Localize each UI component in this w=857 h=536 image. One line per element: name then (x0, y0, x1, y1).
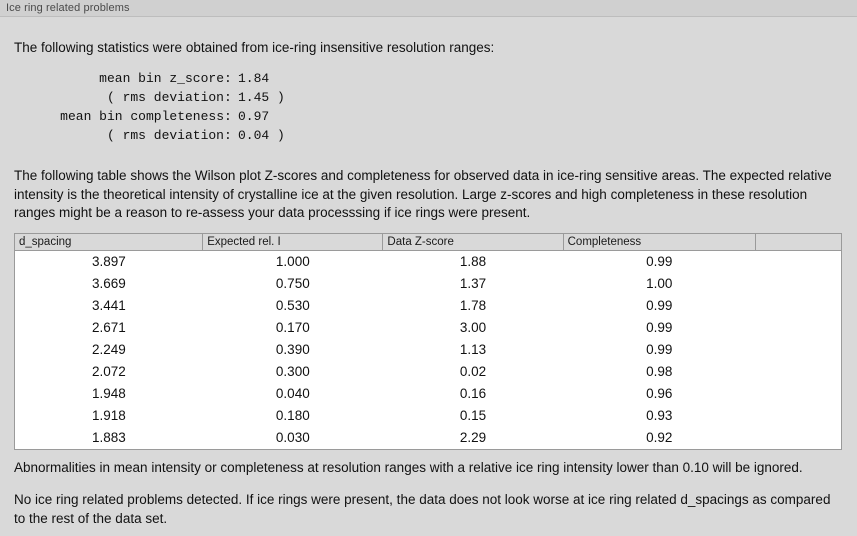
column-header-extra[interactable] (755, 233, 841, 250)
cell-expected-rel-i: 0.180 (203, 405, 383, 427)
cell-d-spacing: 2.249 (15, 339, 203, 361)
description-paragraph: The following table shows the Wilson plot Z-scores and completeness for observed data in ice-ring sensitive areas. The expected relative intensity is the theoretical intensity of crystalline ice at the given resolution. Large z-scores and high completeness in these resolution ranges might be a reason to re-assess your data processsing if ice rings were present. (14, 168, 832, 220)
ice-ring-table (14, 233, 842, 450)
table-row (15, 295, 842, 317)
statistics-value: 0.97 (238, 109, 270, 124)
cell-extra (755, 339, 841, 361)
table-row (15, 405, 842, 427)
cell-d-spacing: 1.883 (15, 427, 203, 450)
cell-expected-rel-i: 0.300 (203, 361, 383, 383)
statistics-row (48, 107, 843, 126)
cell-expected-rel-i: 0.030 (203, 427, 383, 450)
cell-d-spacing: 2.072 (15, 361, 203, 383)
cell-d-spacing: 3.441 (15, 295, 203, 317)
cell-extra (755, 383, 841, 405)
cell-completeness: 0.93 (563, 405, 755, 427)
cell-completeness: 0.99 (563, 295, 755, 317)
cell-data-z-score: 0.02 (383, 361, 563, 383)
cell-data-z-score: 1.13 (383, 339, 563, 361)
cell-extra (755, 405, 841, 427)
cell-expected-rel-i: 0.040 (203, 383, 383, 405)
statistics-row (48, 69, 843, 88)
statistics-value: 1.84 (238, 71, 270, 86)
cell-expected-rel-i: 0.170 (203, 317, 383, 339)
column-header-expected-rel-i[interactable]: Expected rel. I (203, 233, 383, 250)
statistics-label: ( rms deviation (106, 128, 224, 143)
intro-paragraph: The following statistics were obtained from ice-ring insensitive resolution ranges: (14, 40, 495, 55)
cell-completeness: 0.98 (563, 361, 755, 383)
statistics-label: mean bin completeness (60, 109, 224, 124)
statistics-separator: : (224, 90, 232, 105)
table-row (15, 361, 842, 383)
table-row (15, 317, 842, 339)
cell-data-z-score: 2.29 (383, 427, 563, 450)
cell-d-spacing: 3.669 (15, 273, 203, 295)
column-header-completeness[interactable]: Completeness (563, 233, 755, 250)
cell-data-z-score: 0.15 (383, 405, 563, 427)
column-header-data-z-score[interactable]: Data Z-score (383, 233, 563, 250)
cell-data-z-score: 1.37 (383, 273, 563, 295)
cell-data-z-score: 3.00 (383, 317, 563, 339)
cell-completeness: 0.99 (563, 339, 755, 361)
cell-completeness: 0.92 (563, 427, 755, 450)
note-result-paragraph: No ice ring related problems detected. If ice rings were present, the data does not look worse at ice ring related d_spacings as compared to the rest of the data set. (14, 492, 831, 526)
table-row (15, 383, 842, 405)
statistics-value: 0.04 ) (238, 128, 285, 143)
cell-expected-rel-i: 0.750 (203, 273, 383, 295)
cell-extra (755, 361, 841, 383)
cell-d-spacing: 3.897 (15, 250, 203, 273)
cell-completeness: 0.99 (563, 250, 755, 273)
table-row (15, 250, 842, 273)
report-content (0, 17, 857, 528)
cell-d-spacing: 2.671 (15, 317, 203, 339)
statistics-separator: : (224, 109, 232, 124)
column-header-d-spacing[interactable]: d_spacing (15, 233, 203, 250)
cell-completeness: 1.00 (563, 273, 755, 295)
cell-data-z-score: 1.88 (383, 250, 563, 273)
statistics-row (48, 126, 843, 145)
cell-d-spacing: 1.948 (15, 383, 203, 405)
statistics-label: ( rms deviation (106, 90, 224, 105)
cell-d-spacing: 1.918 (15, 405, 203, 427)
statistics-label: mean bin z_score (99, 71, 224, 86)
note-ignored-paragraph: Abnormalities in mean intensity or completeness at resolution ranges with a relative ice ring intensity lower than 0.10 will be ignored. (14, 459, 803, 475)
statistics-value: 1.45 ) (238, 90, 285, 105)
cell-expected-rel-i: 1.000 (203, 250, 383, 273)
window-title-bar (0, 0, 857, 17)
statistics-separator: : (224, 71, 232, 86)
statistics-row (48, 88, 843, 107)
cell-extra (755, 317, 841, 339)
cell-completeness: 0.96 (563, 383, 755, 405)
cell-extra (755, 295, 841, 317)
table-row (15, 339, 842, 361)
cell-completeness: 0.99 (563, 317, 755, 339)
cell-data-z-score: 1.78 (383, 295, 563, 317)
cell-expected-rel-i: 0.390 (203, 339, 383, 361)
cell-extra (755, 273, 841, 295)
table-header-row (15, 233, 842, 250)
statistics-block (48, 69, 843, 145)
window-title: Ice ring related problems (6, 2, 130, 14)
table-row (15, 273, 842, 295)
cell-data-z-score: 0.16 (383, 383, 563, 405)
cell-extra (755, 427, 841, 450)
table-row (15, 427, 842, 450)
statistics-separator: : (224, 128, 232, 143)
cell-extra (755, 250, 841, 273)
cell-expected-rel-i: 0.530 (203, 295, 383, 317)
